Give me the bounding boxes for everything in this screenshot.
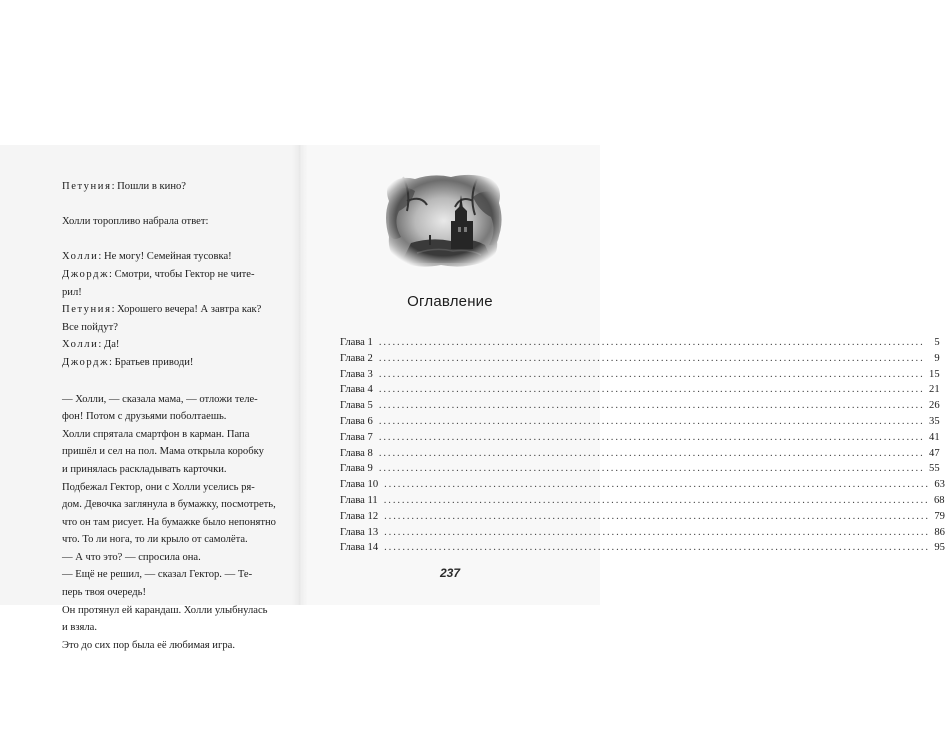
- toc-chapter-label: Глава 8: [340, 447, 373, 459]
- toc-entry[interactable]: [340, 335, 940, 351]
- line-text: фон! Потом с друзьями поболтаешь.: [62, 411, 227, 423]
- toc-title: Оглавление: [407, 293, 493, 310]
- line-text: что он там рисует. На бумажке было непонятно: [62, 516, 276, 528]
- toc-chapter-label: Глава 2: [340, 352, 373, 364]
- toc-leader-dots: ........................................................................................................................: [384, 479, 930, 491]
- toc-page-number: 63: [934, 479, 945, 491]
- text-line: [62, 479, 276, 497]
- line-text: Он протянул ей карандаш. Холли улыбнулась: [62, 604, 268, 616]
- toc-entry[interactable]: [340, 493, 945, 509]
- text-line: [62, 549, 276, 567]
- left-page-text: [62, 178, 276, 654]
- text-line: [62, 319, 276, 337]
- toc-entry[interactable]: [340, 477, 945, 493]
- line-text: и принялась раскладывать карточки.: [62, 463, 227, 475]
- toc-chapter-label: Глава 1: [340, 337, 373, 348]
- text-line: [62, 301, 276, 319]
- toc-entry[interactable]: [340, 446, 940, 462]
- speaker-name: Джордж: [62, 356, 110, 368]
- paragraph-gap: [62, 231, 276, 249]
- toc-page-number: 41: [929, 431, 940, 443]
- toc-leader-dots: ........................................................................................................................: [378, 352, 925, 364]
- toc-entry[interactable]: [340, 540, 945, 556]
- toc-chapter-label: Глава 6: [340, 415, 373, 427]
- line-text: — А что это? — спросила она.: [62, 551, 201, 563]
- line-text: : Да!: [98, 339, 120, 351]
- toc-page-number: 21: [929, 384, 940, 396]
- toc-leader-dots: ........................................................................................................................: [384, 510, 930, 522]
- text-line: [62, 531, 276, 549]
- page-gutter: [292, 145, 308, 605]
- line-text: — Ещё не решил, — сказал Гектор. — Те-: [62, 569, 253, 581]
- section-gap: [62, 372, 276, 391]
- toc-entry[interactable]: [340, 382, 940, 398]
- toc-leader-dots: ........................................................................................................................: [378, 431, 925, 443]
- text-line: [62, 408, 276, 426]
- line-text: Все пойдут?: [62, 321, 118, 333]
- line-text: дом. Девочка заглянула в бумажку, посмотреть,: [62, 499, 276, 511]
- toc-chapter-label: Глава 9: [340, 463, 373, 475]
- toc-entry[interactable]: [340, 367, 940, 383]
- toc-leader-dots: ........................................................................................................................: [378, 463, 925, 475]
- toc-page-number: 35: [929, 415, 940, 427]
- line-text: : Смотри, чтобы Гектор не чите-: [109, 268, 255, 280]
- toc-page-number: 15: [929, 368, 940, 380]
- text-line: [62, 602, 276, 620]
- toc-leader-dots: ........................................................................................................................: [384, 542, 930, 554]
- text-line: [62, 584, 276, 602]
- toc-leader-dots: ........................................................................................................................: [384, 526, 930, 538]
- line-text: рил!: [62, 286, 82, 298]
- toc-leader-dots: ........................................................................................................................: [383, 494, 930, 506]
- line-text: : Хорошего вечера! А завтра как?: [111, 304, 262, 316]
- line-text: Холли спрятала смартфон в карман. Папа: [62, 428, 250, 440]
- toc-chapter-label: Глава 11: [340, 494, 378, 506]
- text-line: [62, 514, 276, 532]
- line-text: : Пошли в кино?: [111, 181, 186, 192]
- paragraph-gap: [62, 196, 276, 214]
- toc-entry[interactable]: [340, 351, 940, 367]
- toc-entry[interactable]: [340, 509, 945, 525]
- toc-page-number: 9: [934, 352, 940, 364]
- toc-page-number: 5: [934, 337, 940, 348]
- line-text: и взяла.: [62, 622, 98, 634]
- line-text: пришёл и сел на пол. Мама открыла коробку: [62, 446, 264, 458]
- toc-page-number: 79: [934, 510, 945, 522]
- text-line: [62, 461, 276, 479]
- toc-leader-dots: ........................................................................................................................: [378, 447, 925, 459]
- toc-page-number: 47: [929, 447, 940, 459]
- toc-entry[interactable]: [340, 461, 940, 477]
- table-of-contents: [340, 335, 945, 556]
- text-line: [62, 566, 276, 584]
- page-number: 237: [439, 566, 461, 580]
- line-text: : Не могу! Семейная тусовка!: [98, 251, 232, 263]
- text-line: [62, 213, 276, 231]
- speaker-name: Холли: [62, 339, 99, 351]
- toc-chapter-label: Глава 4: [340, 384, 373, 396]
- toc-entry[interactable]: [340, 398, 940, 414]
- line-text: — Холли, — сказала мама, — отложи теле-: [62, 393, 258, 405]
- line-text: Холли торопливо набрала ответ:: [62, 216, 209, 228]
- line-text: что. То ли нога, то ли крыло от самолёта.: [62, 534, 248, 546]
- text-line: [62, 354, 276, 372]
- toc-chapter-label: Глава 14: [340, 542, 379, 554]
- toc-leader-dots: ........................................................................................................................: [378, 368, 925, 380]
- text-line: [62, 248, 276, 266]
- line-text: Подбежал Гектор, они с Холли уселись ря-: [62, 481, 255, 493]
- toc-page-number: 55: [929, 463, 940, 475]
- toc-chapter-label: Глава 3: [340, 368, 373, 380]
- toc-chapter-label: Глава 5: [340, 400, 373, 412]
- toc-entry[interactable]: [340, 414, 940, 430]
- toc-chapter-label: Глава 12: [340, 510, 379, 522]
- text-line: [62, 496, 276, 514]
- toc-page-number: 26: [929, 400, 940, 412]
- text-line: [62, 443, 276, 461]
- toc-entry[interactable]: [340, 525, 945, 541]
- speaker-name: Холли: [62, 251, 99, 263]
- text-line: [62, 266, 276, 284]
- speaker-name: Петуния: [62, 181, 112, 192]
- toc-chapter-label: Глава 13: [340, 526, 379, 538]
- line-text: : Братьев приводи!: [109, 356, 194, 368]
- speaker-name: Петуния: [62, 304, 112, 316]
- line-text: Это до сих пор была её любимая игра.: [62, 639, 235, 651]
- text-line: [62, 637, 276, 655]
- line-text: перь твоя очередь!: [62, 587, 146, 599]
- toc-leader-dots: ........................................................................................................................: [378, 337, 925, 348]
- toc-leader-dots: ........................................................................................................................: [378, 415, 925, 427]
- toc-chapter-label: Глава 7: [340, 431, 373, 443]
- toc-entry[interactable]: [340, 430, 940, 446]
- text-line: [62, 178, 276, 196]
- text-line: [62, 619, 276, 637]
- text-line: [62, 336, 276, 354]
- text-line: [62, 391, 276, 409]
- toc-page-number: 68: [933, 494, 945, 506]
- haunted-house-illustration: [381, 171, 507, 269]
- text-line: [62, 426, 276, 444]
- speaker-name: Джордж: [62, 268, 110, 280]
- toc-chapter-label: Глава 10: [340, 479, 379, 491]
- toc-page-number: 86: [934, 526, 945, 538]
- toc-leader-dots: ........................................................................................................................: [378, 400, 925, 412]
- toc-page-number: 95: [934, 542, 945, 554]
- text-line: [62, 284, 276, 302]
- toc-leader-dots: ........................................................................................................................: [378, 384, 925, 396]
